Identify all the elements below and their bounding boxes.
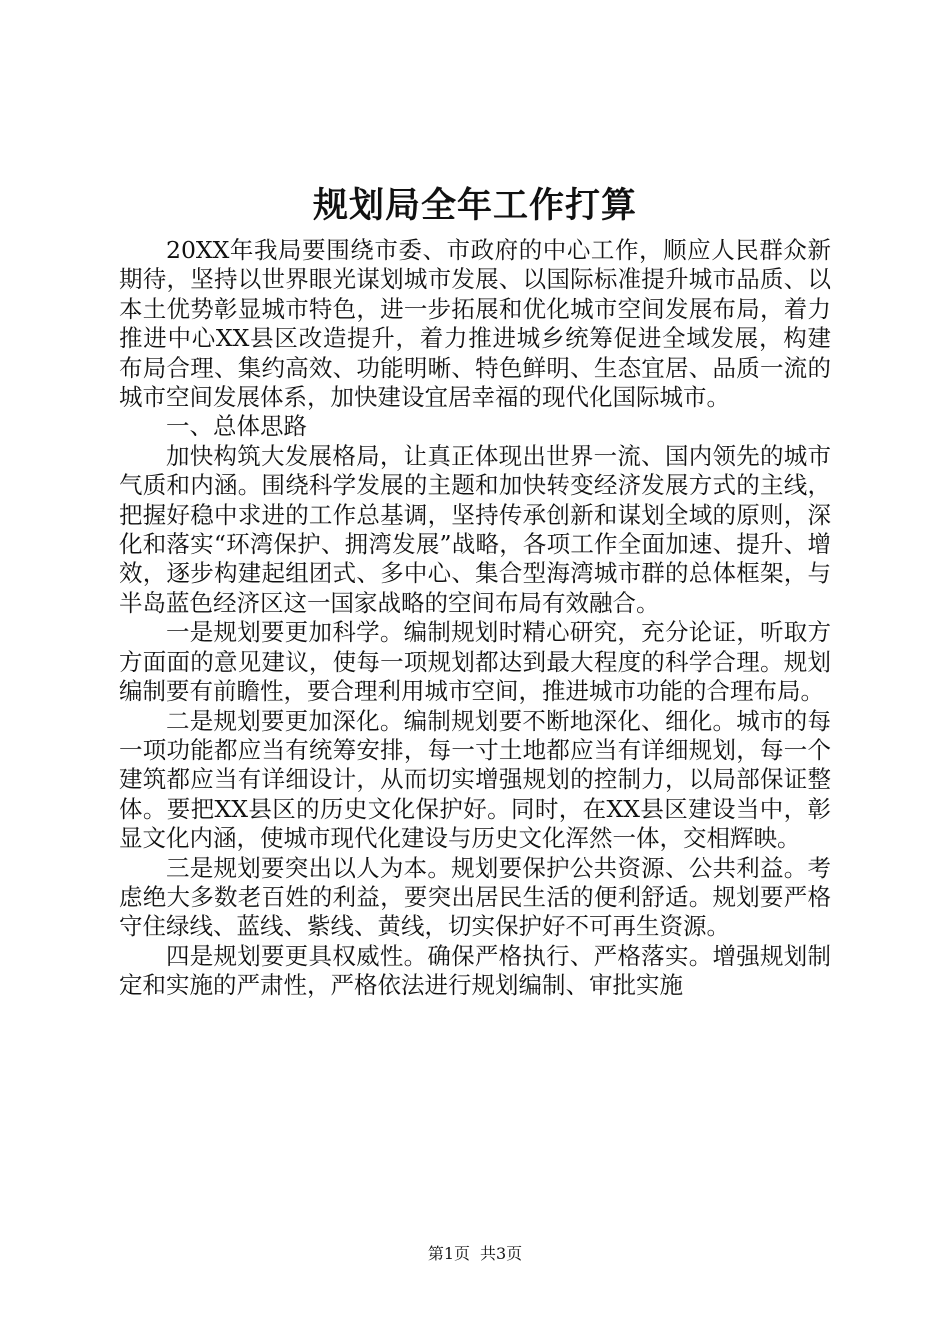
- section-heading-overall-approach: 一、总体思路: [166, 412, 307, 441]
- document-body: [119, 236, 831, 1001]
- paragraph-point-one: 一是规划要更加科学。编制规划时精心研究，充分论证，听取方方面面的意见建议，使每一项规划都达到最大程度的科学合理。规划编制要有前瞻性，要合理利用城市空间，推进城市功能的合理布局。: [119, 618, 831, 706]
- document-title: 规划局全年工作打算: [312, 186, 637, 226]
- page-total: 共3页: [480, 1244, 523, 1263]
- paragraph-overall-approach: 加快构筑大发展格局，让真正体现出世界一流、国内领先的城市气质和内涵。围绕科学发展的主题和加快转变经济发展方式的主线，把握好稳中求进的工作总基调，坚持传承创新和谋划全域的原则，深化和落实“环湾保护、拥湾发展”战略，各项工作全面加速、提升、增效，逐步构建起组团式、多中心、集合型海湾城市群的总体框架，与半岛蓝色经济区这一国家战略的空间布局有效融合。: [119, 441, 831, 617]
- page-number: 第1页: [427, 1244, 470, 1263]
- paragraph-point-four: 四是规划要更具权威性。确保严格执行、严格落实。增强规划制定和实施的严肃性，严格依法进行规划编制、审批实施: [119, 941, 831, 1000]
- paragraph-point-two: 二是规划要更加深化。编制规划要不断地深化、细化。城市的每一项功能都应当有统筹安排，每一寸土地都应当有详细规划，每一个建筑都应当有详细设计，从而切实增强规划的控制力，以局部保证整体。要把XX县区的历史文化保护好。同时，在XX县区建设当中，彰显文化内涵，使城市现代化建设与历史文化浑然一体，交相辉映。: [119, 706, 831, 853]
- paragraph-intro: 20XX年我局要围绕市委、市政府的中心工作，顺应人民群众新期待，坚持以世界眼光谋划城市发展、以国际标准提升城市品质、以本土优势彰显城市特色，进一步拓展和优化城市空间发展布局，着力推进中心XX县区改造提升，着力推进城乡统筹促进全域发展，构建布局合理、集约高效、功能明晰、特色鲜明、生态宜居、品质一流的城市空间发展体系，加快建设宜居幸福的现代化国际城市。: [119, 236, 831, 412]
- page-footer: [0, 1243, 950, 1265]
- paragraph-point-three: 三是规划要突出以人为本。规划要保护公共资源、公共利益。考虑绝大多数老百姓的利益，要突出居民生活的便利舒适。规划要严格守住绿线、蓝线、紫线、黄线，切实保护好不可再生资源。: [119, 853, 831, 941]
